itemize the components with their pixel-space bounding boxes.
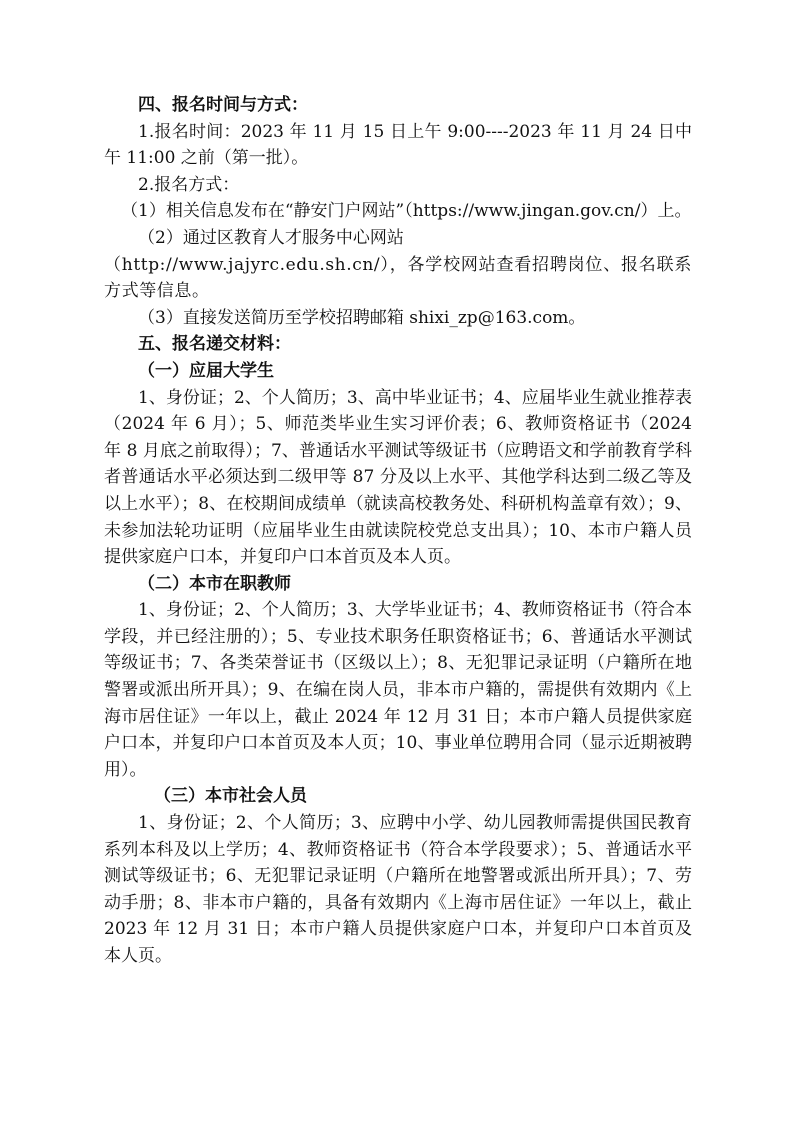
registration-method-1: （1）相关信息发布在“静安门户网站”（https://www.jingan.gov.cn/）上。 [121,201,692,222]
document-body [104,92,692,970]
graduates-title: （一）应届大学生 [138,360,274,381]
registration-method-label: 2.报名方式： [138,174,240,195]
social-materials: 1、身份证；2、个人简历；3、应聘中小学、幼儿园教师需提供国民教育系列本科及以上学历；4、教师资格证书（符合本学段要求）；5、普通话水平测试等级证书；6、无犯罪记录证明（户籍所在地警署或派出所开具）；7、劳动手册；8、非本市户籍的，具备有效期内《上海市居住证》一年以上，截止 2023 年 12 月 31 日；本市户籍人员提供家庭户口本，并复印户口本首页及本人页。 [104,813,692,966]
section5-heading: 五、报名递交材料： [138,334,291,355]
social-title: （三）本市社会人员 [154,786,307,807]
teachers-title: （二）本市在职教师 [138,573,291,594]
graduates-materials: 1、身份证；2、个人简历；3、高中毕业证书；4、应届毕业生就业推荐表（2024 年 6 月）；5、师范类毕业生实习评价表；6、教师资格证书（2024 年 8 月底之前取得）；7、普通话水平测试等级证书（应聘语文和学前教育学科者普通话水平必须达到二级甲等 87 分及以上水平、其他学科达到二级乙等及以上水平）；8、在校期间成绩单（就读高校教务处、科研机构盖章有效）；9、未参加法轮功证明（应届毕业生由就读院校党总支出具）；10、本市户籍人员提供家庭户口本，并复印户口本首页及本人页。 [104,387,692,568]
registration-method-3: （3）直接发送简历至学校招聘邮箱 shixi_zp@163.com。 [138,307,586,328]
teachers-materials: 1、身份证；2、个人简历；3、大学毕业证书；4、教师资格证书（符合本学段，并已经注册的）；5、专业技术职务任职资格证书；6、普通话水平测试等级证书；7、各类荣誉证书（区级以上）；8、无犯罪记录证明（户籍所在地警署或派出所开具）；9、在编在岗人员，非本市户籍的，需提供有效期内《上海市居住证》一年以上，截止 2024 年 12 月 31 日；本市户籍人员提供家庭户口本，并复印户口本首页及本人页；10、事业单位聘用合同（显示近期被聘用）。 [104,600,692,780]
registration-time: 1.报名时间：2023 年 11 月 15 日上午 9:00----2023 年 11 月 24 日中午 11:00 之前（第一批）。 [104,121,692,169]
section4-heading: 四、报名时间与方式： [138,95,308,115]
registration-method-2-line2: （http://www.jajyrc.edu.sh.cn/），各学校网站查看招聘岗位、报名联系方式等信息。 [104,254,692,302]
registration-method-2-line1: （2）通过区教育人才服务中心网站 [138,227,404,248]
